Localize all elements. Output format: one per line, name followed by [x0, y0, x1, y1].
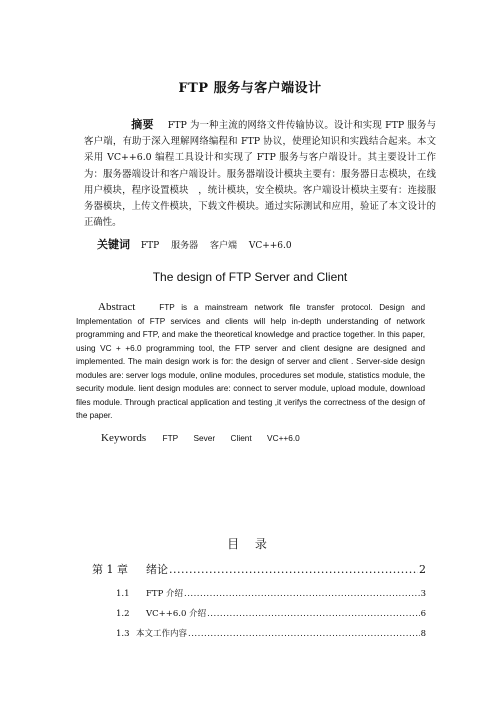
chinese-keyword: VC++6.0	[248, 241, 292, 251]
toc-entry-title: FTP 介绍	[146, 589, 183, 599]
english-keywords	[101, 432, 313, 444]
chinese-abstract-label: 摘要	[131, 118, 154, 131]
toc-entry-number: 第 1 章	[92, 563, 128, 576]
chinese-keywords-label: 关键词	[97, 238, 130, 251]
toc-entry-section-1-2[interactable]	[116, 607, 426, 619]
english-keyword: VC++6.0	[267, 433, 300, 443]
toc-entry-number: 1.2	[116, 609, 130, 619]
toc-leader-dots	[169, 563, 418, 576]
chinese-keyword: 服务器	[171, 241, 199, 251]
chinese-abstract-text: FTP 为一种主流的网络文件传输协议。设计和实现 FTP 服务与客户端，有助于深入理解网络编程和 FTP 协议，使理论知识和实践结合起来。本文采用 VC++6.0 编程工具设计和实现了 FTP 服务与客户端设计。其主要设计工作为：服务器端设计和客户端设计。服务器端设计模块主要有：服务器日志模块，在线用户模块，程序设置模块 ，统计模块，安全模块。客户端设计模块主要有：连接服务器模块，上传文件模块，下载文件模块。通过实际测试和应用，验证了本文设计的正确性。	[84, 120, 437, 229]
english-abstract	[76, 301, 425, 423]
toc-title: 目 录	[227, 537, 273, 551]
english-keywords-label: Keywords	[101, 432, 147, 444]
english-abstract-label: Abstract	[98, 301, 136, 313]
chinese-abstract	[84, 117, 436, 231]
toc-entry-page: 2	[419, 563, 426, 576]
toc-entry-title: 本文工作内容	[136, 629, 188, 639]
toc-entry-section-1-1[interactable]	[116, 587, 426, 599]
toc-leader-dots	[207, 609, 419, 619]
toc-leader-dots	[188, 629, 420, 639]
toc-entry-number: 1.3	[116, 629, 130, 639]
chinese-title: FTP 服务与客户端设计	[178, 81, 322, 96]
english-title: The design of FTP Server and Client	[152, 270, 348, 284]
toc-entry-section-1-3[interactable]	[116, 627, 426, 639]
english-keyword: FTP	[162, 433, 179, 443]
english-keyword: Client	[230, 433, 252, 443]
chinese-keyword: 客户端	[209, 241, 237, 251]
toc-entry-title: 绪论	[146, 563, 168, 576]
chinese-keyword: FTP	[140, 241, 160, 251]
toc-entry-page: 6	[420, 609, 426, 619]
chinese-keywords	[97, 236, 301, 252]
english-keyword: Sever	[193, 433, 216, 443]
english-abstract-text: FTP is a mainstream network file transfer protocol. Design and Implementation of FTP services and clients will help in-depth understanding of network programming and FTP, and make the theoretical knowledge and practice together. In this paper, using VC + +6.0 programming tool, the FTP server and client designe are designed and implemented. The main design work is for: the design of server and client . Server-side design modules are: server logs module, online modules, procedures set module, statistics module, the security module. lient design modules are: connect to server module, upload module, download files module. Through practical application and testing ,it verifys the correctness of the design of the paper.	[76, 303, 425, 420]
toc-entry-page: 8	[420, 629, 426, 639]
toc-leader-dots	[184, 589, 420, 599]
toc-entry-number: 1.1	[116, 589, 130, 599]
toc-entry-chapter-1[interactable]	[92, 561, 426, 577]
toc-entry-title: VC++6.0 介绍	[146, 609, 207, 619]
toc-entry-page: 3	[420, 589, 426, 599]
